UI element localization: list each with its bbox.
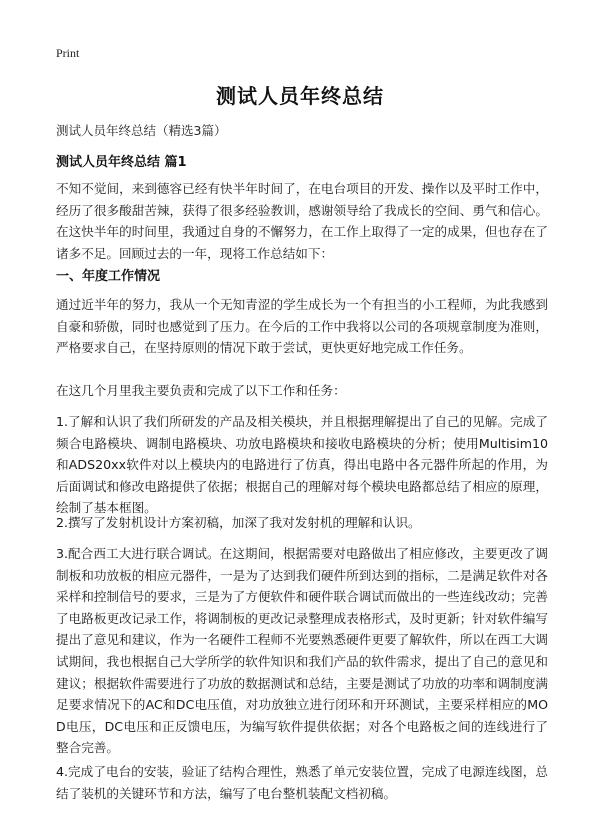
heading-annual-work: 一、年度工作情况: [56, 269, 161, 284]
list-item-3: 3.配合西工大进行联合调试。在这期间，根据需要对电路做出了相应修改，主要更改了调制板和功放板的相应元器件，一是为了达到我们硬件所到达到的指标，二是满足软件对各采样和控制信号的要求，三是为了方便软件和硬件联合调试而做出的一些连线改动；完善了电路板更改记录工作，将调制板的更改记录整理成表格形式，及时更新；针对软件编写提出了意见和建议，作为一名硬件工程师不光要熟悉硬件更要了解软件，所以在西工大调试期间，我也根据自己大学所学的软件知识和我们产品的软件需求，提出了自己的意见和建议；根据软件需要进行了功放的数据测试和总结，主要是测试了功放的功率和调制度满足要求情况下的AC和DC电压值，对功放独立进行闭环和开环测试，主要采样相应的MOD电压，DC电压和正反馈电压，为编写软件提供依据；对各个电路板之间的连线进行了整合完善。: [56, 546, 548, 756]
page-title: 测试人员年终总结: [216, 84, 384, 108]
list-item-1: 1.了解和认识了我们所研发的产品及相关模块，并且根据理解提出了自己的见解。完成了频合电路模块、调制电路模块、功放电路模块和接收电路模块的分析；使用Multisim10 和ADS20xx软件对以上模块内的电路进行了仿真，得出电路中各元器件所起的作用，为后面调试和修改电路提供了依据；根据自己的理解对每个模块电路都总结了相应的原理，绘制了基本框图。: [56, 414, 548, 516]
list-item-2: 2.撰写了发射机设计方案初稿，加深了我对发射机的理解和认识。: [56, 515, 421, 530]
article-subtitle: 测试人员年终总结（精选3篇）: [56, 123, 227, 138]
section-title: 测试人员年终总结 篇1: [56, 155, 187, 170]
list-item-4: 4.完成了电台的安装，验证了结构合理性，熟悉了单元安装位置，完成了电源连线图，总结了装机的关键环节和方法，编写了电台整机装配文档初稿。: [56, 764, 548, 801]
intro-paragraph: 不知不觉间，来到德容已经有快半年时间了，在电台项目的开发、操作以及平时工作中，经历了很多酸甜苦辣，获得了很多经验教训，感谢领导给了我成长的空间、勇气和信心。在这快半年的时间里，我通过自身的不懈努力，在工作上取得了一定的成果，但也存在了诸多不足。回顾过去的一年，现将工作总结如下：: [56, 181, 548, 261]
print-link[interactable]: Print: [56, 46, 80, 60]
paragraph-tasks-intro: 在这几个月里我主要负责和完成了以下工作和任务：: [56, 383, 346, 398]
paragraph-growth: 通过近半年的努力，我从一个无知青涩的学生成长为一个有担当的小工程师，为此我感到自豪和骄傲，同时也感觉到了压力。在今后的工作中我将以公司的各项规章制度为准则，严格要求自己，在坚持原则的情况下敢于尝试，更快更好地完成工作任务。: [56, 297, 548, 356]
